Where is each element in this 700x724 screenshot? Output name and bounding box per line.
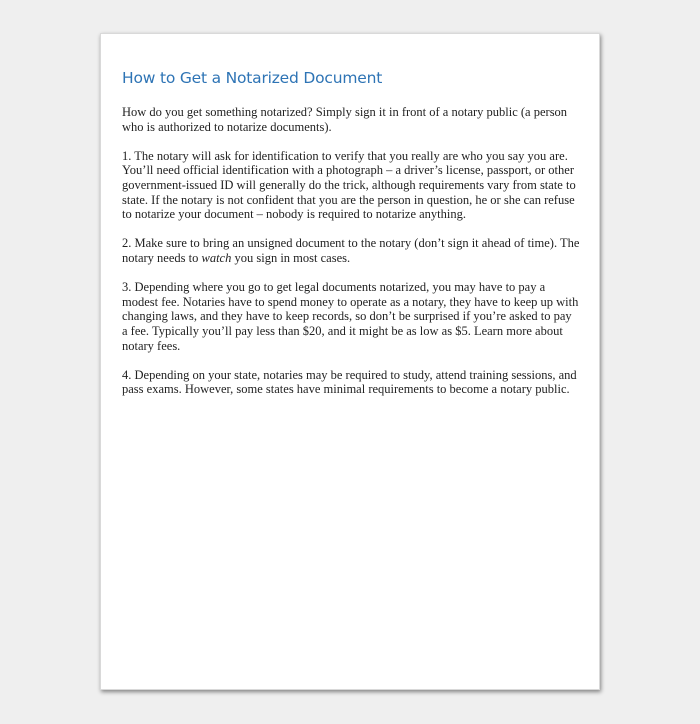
document-title: How to Get a Notarized Document	[122, 69, 383, 87]
intro-paragraph: How do you get something notarized? Simply sign it in front of a notary public (a person who is authorized to notarize documents).	[122, 105, 568, 134]
step-3-paragraph: 3. Depending where you go to get legal documents notarized, you may have to pay a modest fee. Notaries have to spend money to operate as a notary, they have to keep up with changing laws, and they have to keep records, so don’t be surprised if you’re asked to pay a fee. Typically you’ll pay less than $20, and it might be as low as $5. Learn more about notary fees.	[122, 280, 579, 353]
step-2-text-before: 2. Make sure to bring an unsigned document to the notary (don’t sign it ahead of time). The notary needs to	[122, 236, 580, 265]
step-4-paragraph: 4. Depending on your state, notaries may be required to study, attend training sessions, and pass exams. However, some states have minimal requirements to become a notary public.	[122, 367, 577, 397]
step-2-paragraph	[122, 236, 580, 265]
step-2-text-after: you sign in most cases.	[231, 250, 351, 265]
document-body	[122, 105, 580, 411]
step-2-emphasis: watch	[201, 250, 232, 265]
document-page	[100, 33, 600, 690]
step-1-paragraph: 1. The notary will ask for identification to verify that you really are who you say you are. You’ll need official identification with a photograph – a driver’s license, passport, or other government-issued ID will generally do the trick, although requirements vary from state to state. If the notary is not confident that you are the person in question, he or she can refuse to notarize your document – nobody is required to notarize anything.	[122, 148, 576, 222]
